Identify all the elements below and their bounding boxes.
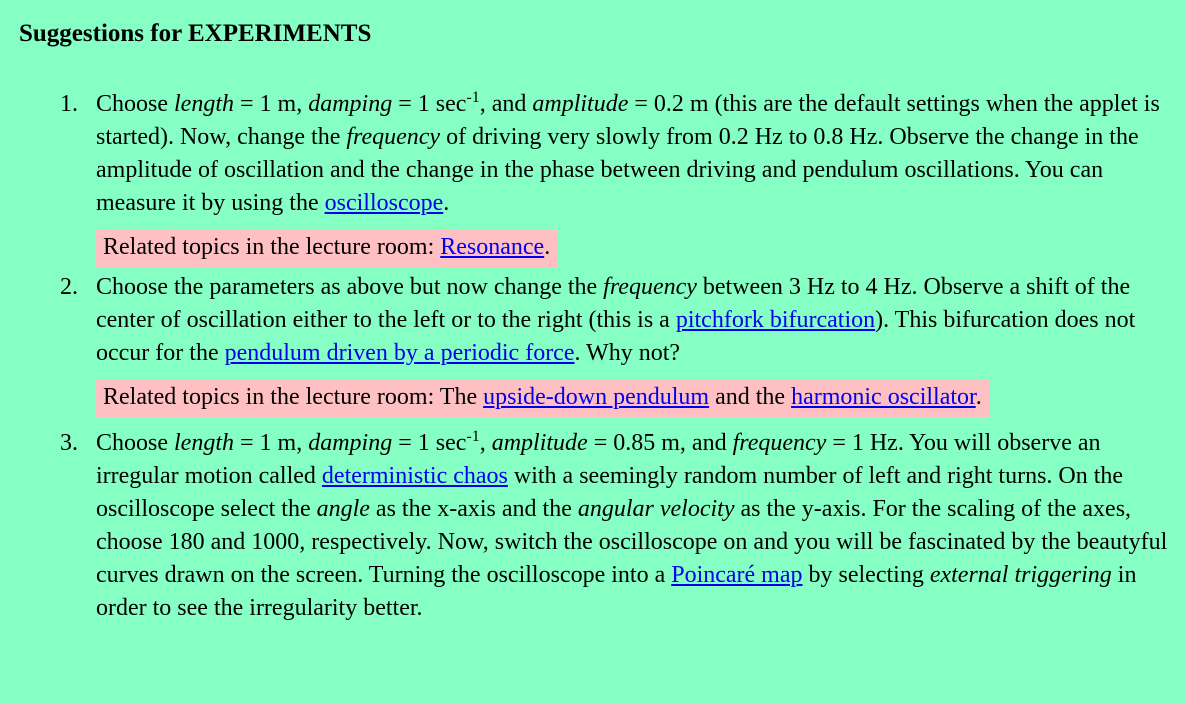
superscript: -1 xyxy=(466,428,480,445)
text-run: . xyxy=(443,190,450,216)
experiment-item-2 xyxy=(60,271,1181,418)
italic-term: length xyxy=(174,430,234,456)
item-number: 1. xyxy=(60,91,78,117)
related-topics-box xyxy=(96,229,557,268)
text-run: Choose xyxy=(96,430,174,456)
text-run: Choose the parameters as above but now change the xyxy=(96,274,604,300)
italic-term: angle xyxy=(316,496,370,522)
text-run: of driving very slowly from 0.2 Hz to 0.8 Hz. Observe the change in the amplitude of oscillation and the change in the phase between driving and pendulum oscillations. You can measure it by using the xyxy=(96,124,1139,216)
experiment-item-3 xyxy=(60,427,1181,625)
link-resonance[interactable]: Resonance xyxy=(440,234,545,260)
item-text xyxy=(96,271,1181,370)
link-poincare-map[interactable]: Poincaré map xyxy=(671,562,803,588)
item-text xyxy=(96,88,1181,220)
text-run: = 1 sec xyxy=(392,430,467,456)
text-run: = 1 Hz. You will observe an irregular motion called xyxy=(96,430,1101,489)
italic-term: amplitude xyxy=(532,91,629,117)
text-run: as the y-axis. For the scaling of the axes, choose 180 and 1000, respectively. Now, switch the oscilloscope on and you will be fascinated by the beautyful curves drawn on the screen. Turning the oscilloscope into a xyxy=(96,496,1168,588)
text-run: = 0.85 m, and xyxy=(587,430,733,456)
text-run: Related topics in the lecture room: The xyxy=(103,384,484,410)
item-number: 2. xyxy=(60,274,78,300)
italic-term: damping xyxy=(308,91,393,117)
italic-term: frequency xyxy=(346,124,441,150)
text-run: Related topics in the lecture room: xyxy=(103,234,441,260)
text-run: ). This bifurcation does not occur for the xyxy=(96,307,1136,366)
link-pendulum-driven-by-force[interactable]: pendulum driven by a periodic force xyxy=(224,340,575,366)
text-run: , xyxy=(479,430,492,456)
text-run: with a seemingly random number of left and right turns. On the oscilloscope select the xyxy=(96,463,1124,522)
text-run: Choose xyxy=(96,91,174,117)
text-run: between 3 Hz to 4 Hz. Observe a shift of the center of oscillation either to the left or to the right (this is a xyxy=(96,274,1131,333)
italic-term: external triggering xyxy=(929,562,1112,588)
text-run: , and xyxy=(479,91,533,117)
italic-term: damping xyxy=(308,430,393,456)
text-run: = 1 sec xyxy=(392,91,467,117)
text-run: = 1 m, xyxy=(234,430,309,456)
italic-term: amplitude xyxy=(491,430,588,456)
link-harmonic-oscillator[interactable]: harmonic oscillator xyxy=(791,384,976,410)
text-run: = 0.2 m (this are the default settings when the applet is started). Now, change the xyxy=(96,91,1160,150)
link-pitchfork-bifurcation[interactable]: pitchfork bifurcation xyxy=(675,307,876,333)
text-run: . Why not? xyxy=(574,340,681,366)
text-run: . xyxy=(544,234,551,260)
text-run: by selecting xyxy=(802,562,930,588)
text-run: and the xyxy=(709,384,792,410)
italic-term: frequency xyxy=(603,274,697,300)
text-run: . xyxy=(975,384,982,410)
italic-term: angular velocity xyxy=(577,496,735,522)
italic-term: frequency xyxy=(732,430,827,456)
related-topics-box xyxy=(96,379,989,418)
item-number: 3. xyxy=(60,430,78,456)
experiment-item-1 xyxy=(60,88,1181,268)
link-oscilloscope[interactable]: oscilloscope xyxy=(324,190,444,216)
related-topics-row xyxy=(96,229,1181,268)
related-topics-row xyxy=(96,379,1181,418)
text-run: as the x-axis and the xyxy=(369,496,578,522)
text-run: in order to see the irregularity better. xyxy=(96,562,1137,621)
link-deterministic-chaos[interactable]: deterministic chaos xyxy=(321,463,508,489)
page-title: Suggestions for EXPERIMENTS xyxy=(19,20,372,47)
superscript: -1 xyxy=(466,89,480,106)
italic-term: length xyxy=(174,91,234,117)
item-text xyxy=(96,427,1181,625)
link-upside-down-pendulum[interactable]: upside-down pendulum xyxy=(483,384,710,410)
text-run: = 1 m, xyxy=(234,91,309,117)
